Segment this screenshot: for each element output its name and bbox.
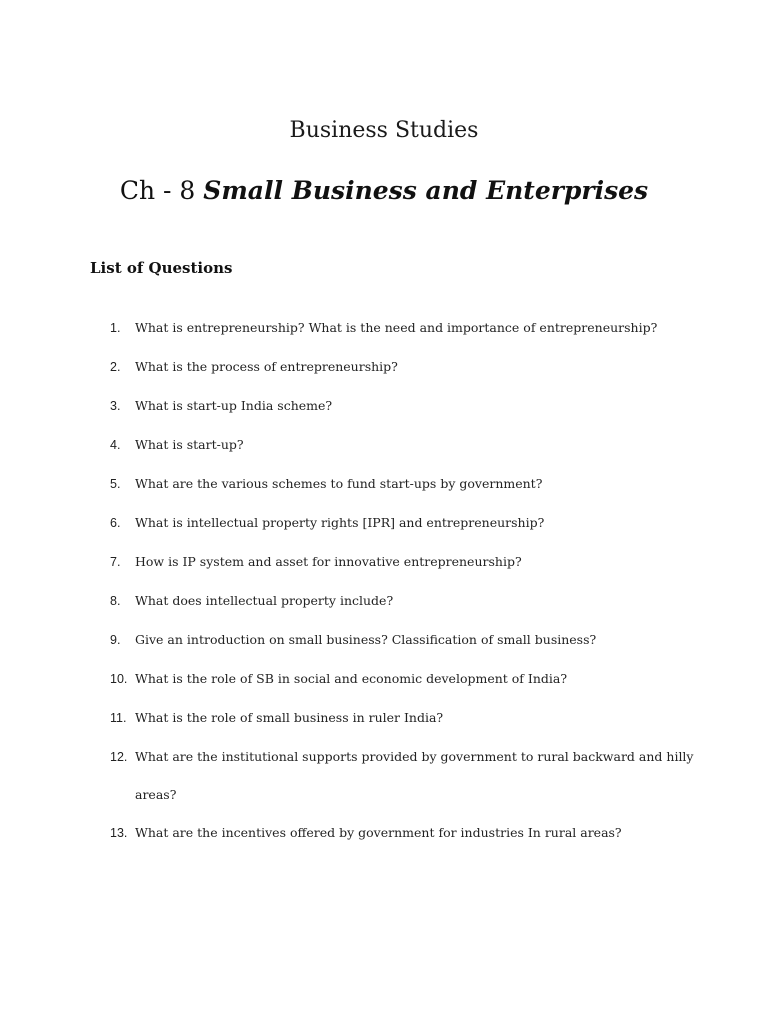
question-item xyxy=(110,552,710,572)
chapter-heading xyxy=(0,176,768,205)
question-item xyxy=(110,747,710,804)
question-item xyxy=(110,708,710,728)
question-item xyxy=(110,474,710,494)
question-number: 2. xyxy=(110,360,121,374)
question-number: 10. xyxy=(110,672,128,686)
question-item xyxy=(110,357,710,377)
question-item xyxy=(110,823,710,843)
question-text: What is start-up India scheme? xyxy=(135,398,333,413)
question-text: What does intellectual property include? xyxy=(135,593,394,608)
question-text: What is intellectual property rights [IPR] and entrepreneurship? xyxy=(135,515,545,530)
question-number: 1. xyxy=(110,321,121,335)
question-text: What is the role of small business in ruler India? xyxy=(135,710,444,725)
question-text: What are the incentives offered by government for industries In rural areas? xyxy=(135,825,622,840)
question-item xyxy=(110,318,710,338)
question-number: 11. xyxy=(110,711,127,725)
question-number: 8. xyxy=(110,594,121,608)
question-number: 9. xyxy=(110,633,121,647)
question-number: 13. xyxy=(110,826,128,840)
question-text: What is start-up? xyxy=(135,437,244,452)
question-number: 12. xyxy=(110,750,128,764)
question-text: What are the various schemes to fund start-ups by government? xyxy=(135,476,543,491)
question-text: What is the process of entrepreneurship? xyxy=(135,359,398,374)
subject-title: Business Studies xyxy=(289,118,479,143)
question-number: 5. xyxy=(110,477,121,491)
question-number: 4. xyxy=(110,438,121,452)
question-text: What is the role of SB in social and economic development of India? xyxy=(135,671,568,686)
question-item xyxy=(110,513,710,533)
chapter-number: Ch - 8 xyxy=(119,176,196,205)
section-heading: List of Questions xyxy=(90,259,233,277)
question-text: Give an introduction on small business? Classification of small business? xyxy=(135,632,597,647)
question-text: What are the institutional supports provided by government to rural backward and hilly areas? xyxy=(135,749,694,802)
question-item xyxy=(110,591,710,611)
question-number: 3. xyxy=(110,399,121,413)
question-number: 7. xyxy=(110,555,121,569)
question-text: How is IP system and asset for innovative entrepreneurship? xyxy=(135,554,522,569)
question-list xyxy=(110,318,710,862)
question-number: 6. xyxy=(110,516,121,530)
question-item xyxy=(110,396,710,416)
question-item xyxy=(110,630,710,650)
chapter-title: Small Business and Enterprises xyxy=(203,176,649,205)
question-text: What is entrepreneurship? What is the need and importance of entrepreneurship? xyxy=(135,320,658,335)
question-item xyxy=(110,435,710,455)
question-item xyxy=(110,669,710,689)
